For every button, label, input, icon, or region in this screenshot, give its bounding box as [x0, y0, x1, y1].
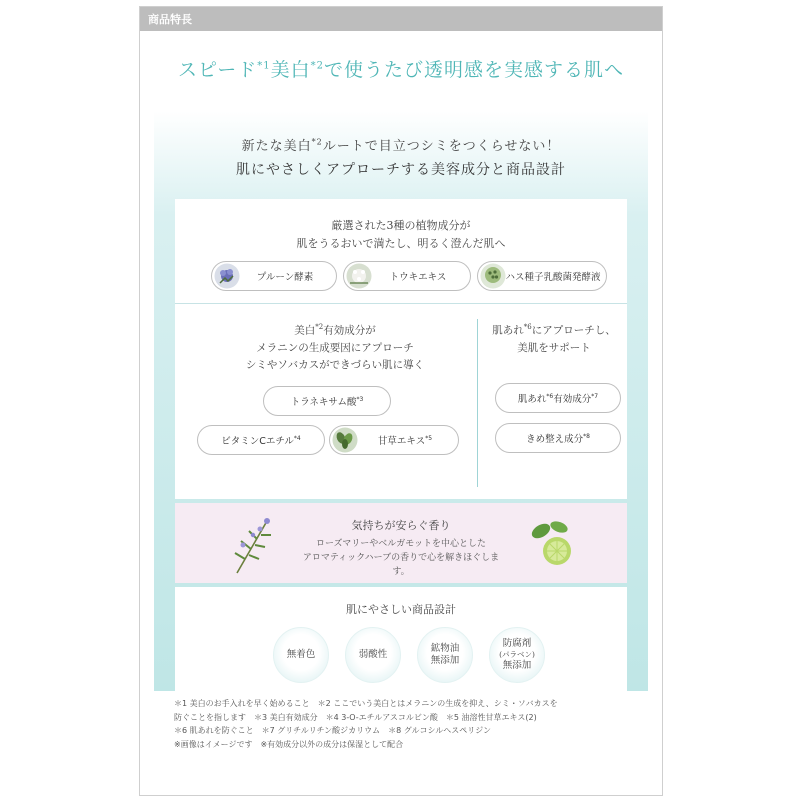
lotus-seed-icon — [480, 263, 506, 289]
intro-line1-b: ルートで目立つシミをつくらせない！ — [322, 139, 561, 154]
rough-active-sup-b: *7 — [591, 392, 599, 400]
aroma-desc-line2: アロマティックハーブの香りで心を解きほぐします。 — [302, 553, 500, 577]
plants-heading-line1: 厳選された3種の植物成分が — [331, 219, 471, 232]
design-title: 肌にやさしい商品設計 — [346, 603, 456, 616]
licorice-leaf-icon — [332, 427, 358, 453]
tranexamic-sup: *3 — [356, 395, 364, 403]
touki-flower-icon — [346, 263, 372, 289]
kime-sup: *8 — [583, 432, 590, 440]
badge-paraben-free — [489, 627, 545, 683]
licorice-sup: *5 — [425, 434, 433, 442]
hero-headline — [140, 55, 662, 82]
rosemary-icon — [227, 515, 279, 575]
whitening-pill-tranexamic-label — [291, 394, 364, 408]
rough-line1-a: 肌あれ — [492, 324, 524, 337]
intro-line2: 肌にやさしくアプローチする美容成分と商品設計 — [236, 162, 566, 178]
product-feature-frame — [139, 6, 663, 796]
aroma-title: 気持ちが安らぐ香り — [351, 519, 451, 532]
ingredients-card — [175, 199, 627, 499]
hero-part3: で使うたび透明感を実感する肌へ — [324, 59, 625, 81]
badge-3-line1: 防腐剤 — [502, 638, 532, 649]
whitening-line1-b: 有効成分が — [323, 324, 376, 337]
hero-sup2: *2 — [310, 60, 324, 72]
aroma-desc-line1: ローズマリーやベルガモットを中心とした — [315, 539, 487, 549]
whitening-pill-licorice-label — [378, 433, 432, 447]
plants-heading-line2: 肌をうるおいで満たし、明るく澄んだ肌へ — [296, 237, 506, 250]
whitening-line1-sup: *2 — [315, 323, 324, 331]
bergamot-icon — [527, 517, 577, 571]
badge-3-line2: (パラベン) — [499, 650, 535, 659]
rough-pill-kime-label — [526, 431, 590, 445]
badge-no-colorant — [273, 627, 329, 683]
rough-active-mid: 有効成分 — [553, 394, 592, 405]
hero-part1: スピード — [177, 59, 258, 81]
whitening-line2: メラニンの生成要因にアプローチ — [256, 341, 414, 354]
whitening-line3: シミやソバカスができづらい肌に導く — [245, 358, 425, 371]
rough-pill-active — [495, 383, 621, 413]
kime-label: きめ整え成分 — [526, 434, 584, 445]
footnotes — [174, 697, 644, 751]
plant-pill-lotus-label: ハス種子乳酸菌発酵液 — [505, 272, 601, 283]
rough-active-label: 肌あれ — [517, 394, 547, 405]
aroma-description — [295, 537, 507, 579]
badge-1-line1: 弱酸性 — [358, 649, 388, 660]
prune-flower-icon — [214, 263, 240, 289]
rough-pill-kime — [495, 423, 621, 453]
badge-2-line2: 無添加 — [430, 655, 460, 666]
rough-heading — [481, 319, 627, 357]
badge-mineral-oil-free — [417, 627, 473, 683]
footnote-line: ※画像はイメージです ※有効成分以外の成分は保湿として配合 — [174, 739, 404, 749]
badge-2-line1: 鉱物油 — [430, 643, 460, 654]
header-bar — [140, 7, 662, 31]
whitening-heading — [195, 319, 475, 374]
plant-pill-lotus — [477, 261, 607, 291]
badge-3-line3: 無添加 — [502, 660, 532, 671]
product-design-section — [175, 587, 627, 691]
intro-line1-sup: *2 — [311, 137, 323, 147]
rough-active-sup-a: *6 — [546, 392, 554, 400]
whitening-pill-licorice — [329, 425, 459, 455]
badge-0-line1: 無着色 — [286, 649, 316, 660]
whitening-pill-vitamin-c — [197, 425, 325, 455]
intro-line1 — [154, 135, 648, 154]
rough-line1-b: にアプローチし、 — [531, 324, 616, 337]
whitening-line1-a: 美白 — [294, 324, 316, 337]
vitamin-c-label: ビタミンCエチル — [221, 436, 294, 447]
vitamin-c-sup: *4 — [293, 434, 301, 442]
hero-sup1: *1 — [257, 60, 271, 72]
badge-weak-acid — [345, 627, 401, 683]
plant-pill-touki — [343, 261, 471, 291]
tranexamic-label: トラネキサム酸 — [290, 397, 357, 408]
feature-panel — [154, 111, 648, 691]
footnote-line: 防ぐことを指します ＊3 美白有効成分 ＊4 3-O-エチルアスコルビン酸 ＊5 油溶性甘草エキス(2) — [174, 712, 537, 722]
rough-line2: 美肌をサポート — [517, 341, 591, 354]
plants-heading — [175, 217, 627, 253]
plant-pill-prune-label: プルーン酵素 — [256, 272, 314, 283]
plant-pill-prune — [211, 261, 337, 291]
aroma-section — [175, 503, 627, 583]
hero-part2: 美白 — [270, 59, 311, 81]
whitening-pill-tranexamic — [263, 386, 391, 416]
header-label: 商品特長 — [148, 13, 192, 26]
licorice-label: 甘草エキス — [377, 436, 426, 447]
card-horizontal-divider — [175, 303, 627, 304]
footnote-line: ＊1 美白のお手入れを早く始めること ＊2 ここでいう美白とはメラニンの生成を抑え、シミ・ソバカスを — [174, 699, 558, 708]
rough-line1-sup: *6 — [523, 323, 532, 331]
plant-pill-touki-label: トウキエキス — [389, 272, 447, 283]
intro-line1-a: 新たな美白 — [241, 139, 312, 154]
footnote-line: ＊6 肌あれを防ぐこと ＊7 グリチルリチン酸ジカリウム ＊8 グルコシルヘスペリジン — [174, 726, 492, 736]
rough-pill-active-label — [518, 391, 598, 405]
card-vertical-divider — [477, 319, 478, 487]
whitening-pill-vitamin-c-label — [221, 433, 301, 447]
